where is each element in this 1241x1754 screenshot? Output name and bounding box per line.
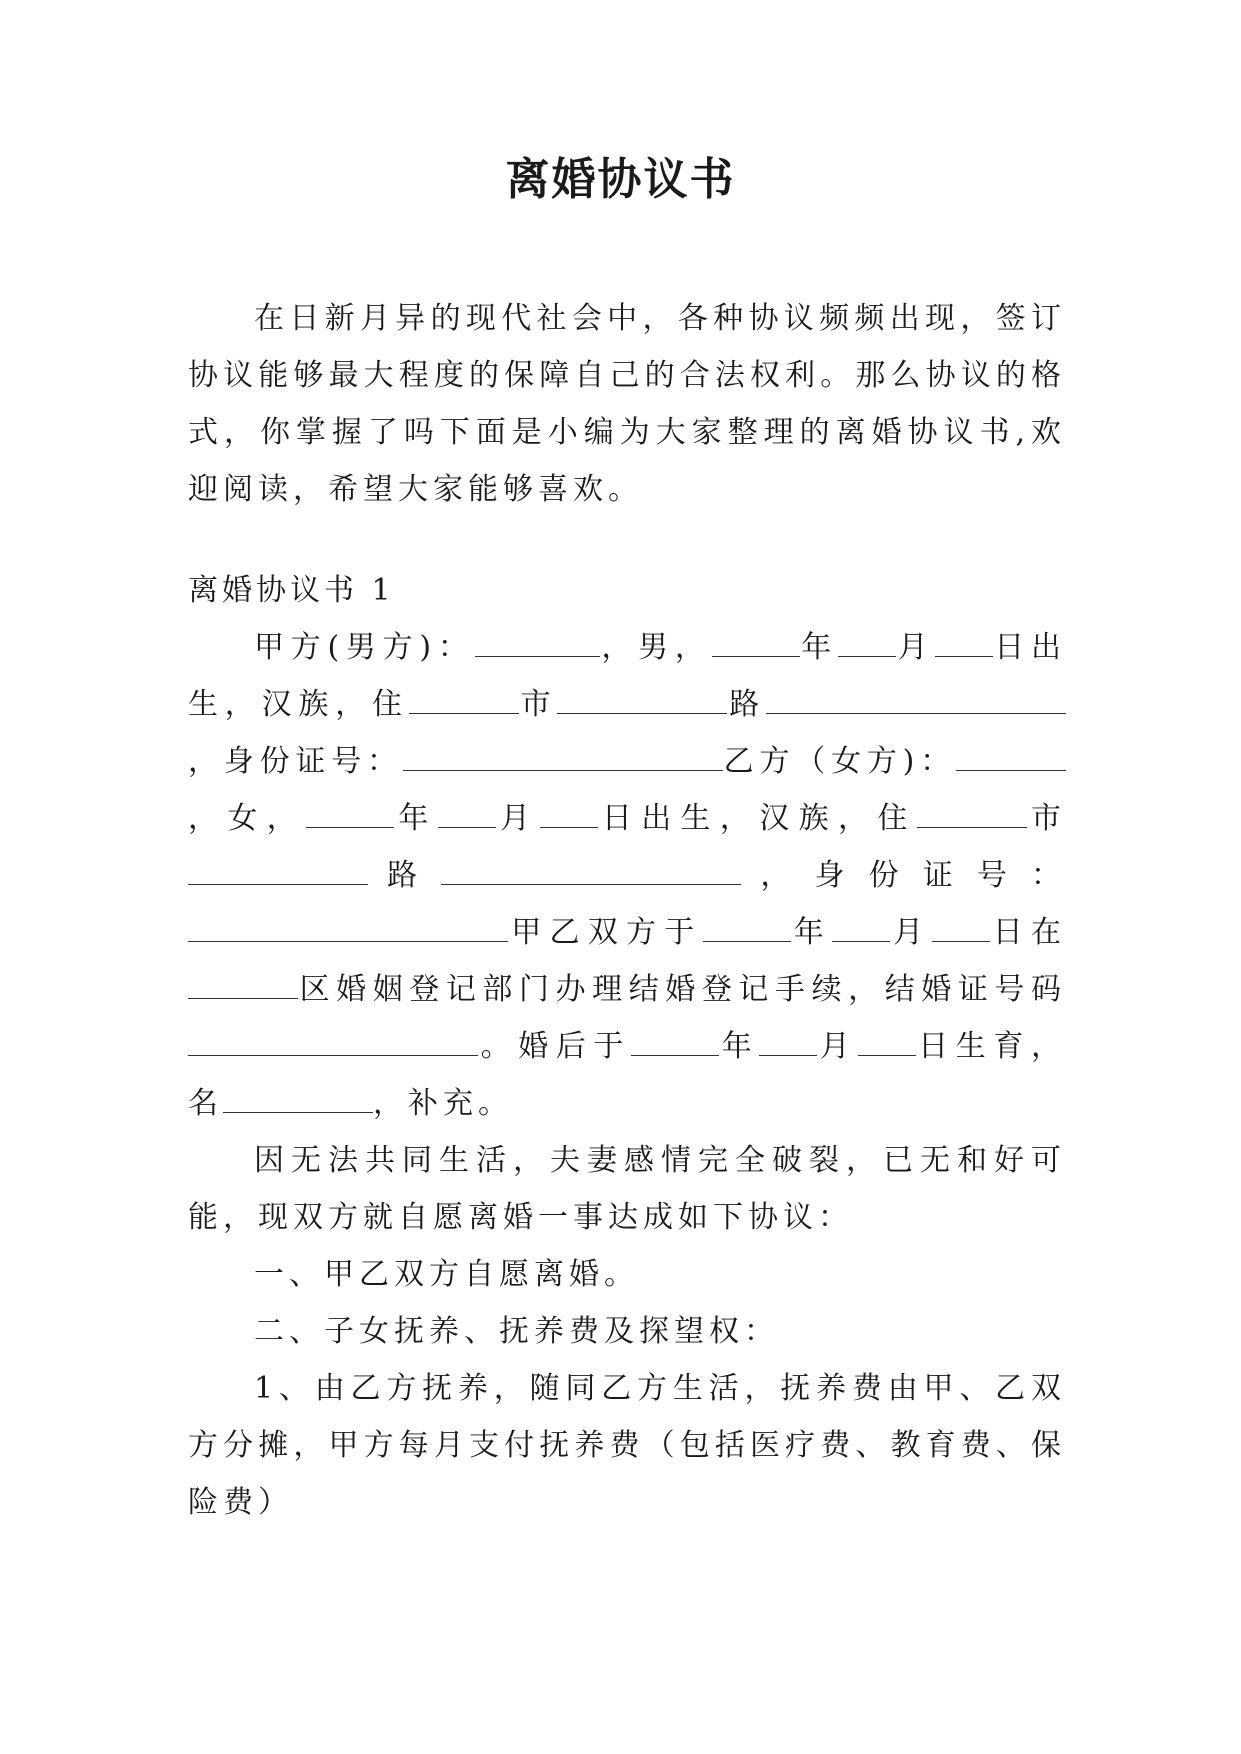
blank-jia-name — [475, 655, 600, 657]
month-text-4: 月 — [817, 1029, 858, 1064]
blank-birth-year — [631, 1054, 719, 1056]
blank-birth-day — [858, 1054, 916, 1056]
blank-certificate-no — [188, 1054, 478, 1056]
road-text: 路 — [727, 687, 767, 722]
road-text-2: 路 — [368, 858, 442, 893]
id-label-2: ，身份证号： — [741, 858, 1066, 893]
at-text: 在 — [1031, 915, 1066, 950]
document-body — [188, 290, 1066, 1531]
blank-yi-address — [441, 883, 741, 885]
reason-paragraph: 因无法共同生活，夫妻感情完全破裂，已无和好可能，现双方就自愿离婚一事达成如下协议： — [188, 1143, 1066, 1235]
blank-yi-month — [438, 826, 496, 828]
yi-label: 乙方（女方)： — [722, 744, 956, 779]
blank-yi-year — [306, 826, 394, 828]
blank-yi-name — [956, 769, 1066, 771]
male-text: ，男， — [599, 630, 712, 665]
blank-yi-id — [188, 940, 508, 942]
document-title: 离婚协议书 — [505, 154, 736, 205]
day-text-3: 日 — [989, 915, 1031, 950]
year-text-3: 年 — [790, 915, 832, 950]
id-label: ，身份证号： — [188, 744, 403, 779]
day-text: 日 — [992, 630, 1032, 665]
blank-jia-year — [712, 655, 800, 657]
month-text-3: 月 — [890, 915, 932, 950]
blank-jia-road — [557, 712, 727, 714]
party-info-paragraph — [188, 619, 1066, 1132]
section-title: 离婚协议书 1 — [188, 573, 395, 608]
district-text: 区婚姻登记部门办理结婚登记手续，结婚证号码 — [298, 972, 1066, 1007]
clause-2: 二、子女抚养、抚养费及探望权： — [254, 1314, 779, 1349]
after-marriage-text: 。婚后于 — [478, 1029, 632, 1064]
blank-marriage-day — [932, 940, 990, 942]
blank-jia-day — [935, 655, 993, 657]
blank-marriage-year — [703, 940, 791, 942]
blank-jia-month — [838, 655, 896, 657]
city-text-2: 市 — [1026, 801, 1067, 836]
year-text: 年 — [799, 630, 839, 665]
blank-yi-road — [188, 883, 368, 885]
blank-yi-day — [540, 826, 598, 828]
born-text: 出生，汉族，住 — [188, 630, 1067, 722]
year-text-4: 年 — [719, 1029, 760, 1064]
year-text-2: 年 — [394, 801, 438, 836]
blank-jia-id — [403, 769, 723, 771]
born-text-2: 日出生，汉族，住 — [597, 801, 917, 836]
jia-label: 甲方(男方)： — [254, 630, 475, 665]
month-text-2: 月 — [495, 801, 540, 836]
name-label: 名 — [188, 1086, 223, 1121]
supplement-text: ，补充。 — [373, 1086, 513, 1121]
clause-2-1: 1、由乙方抚养，随同乙方生活，抚养费由甲、乙双方分摊，甲方每月支付抚养费（包括医疗费、教育费、保险费） — [188, 1371, 1066, 1520]
both-on-text: 甲乙双方于 — [508, 915, 703, 950]
blank-marriage-month — [832, 940, 890, 942]
birth-text: 日生育， — [915, 1029, 1067, 1064]
blank-district — [188, 997, 298, 999]
month-text: 月 — [896, 630, 935, 665]
blank-child-name — [223, 1111, 373, 1113]
intro-paragraph: 在日新月异的现代社会中，各种协议频频出现，签订协议能够最大程度的保障自己的合法权利。那么协议的格式，你掌握了吗下面是小编为大家整理的离婚协议书,欢迎阅读，希望大家能够喜欢。 — [188, 301, 1066, 507]
blank-birth-month — [759, 1054, 817, 1056]
city-text: 市 — [518, 687, 558, 722]
blank-jia-address — [766, 712, 1066, 714]
blank-yi-city — [917, 826, 1027, 828]
female-text: ，女， — [188, 801, 307, 836]
blank-jia-city — [409, 712, 519, 714]
clause-1: 一、甲乙双方自愿离婚。 — [254, 1257, 639, 1292]
